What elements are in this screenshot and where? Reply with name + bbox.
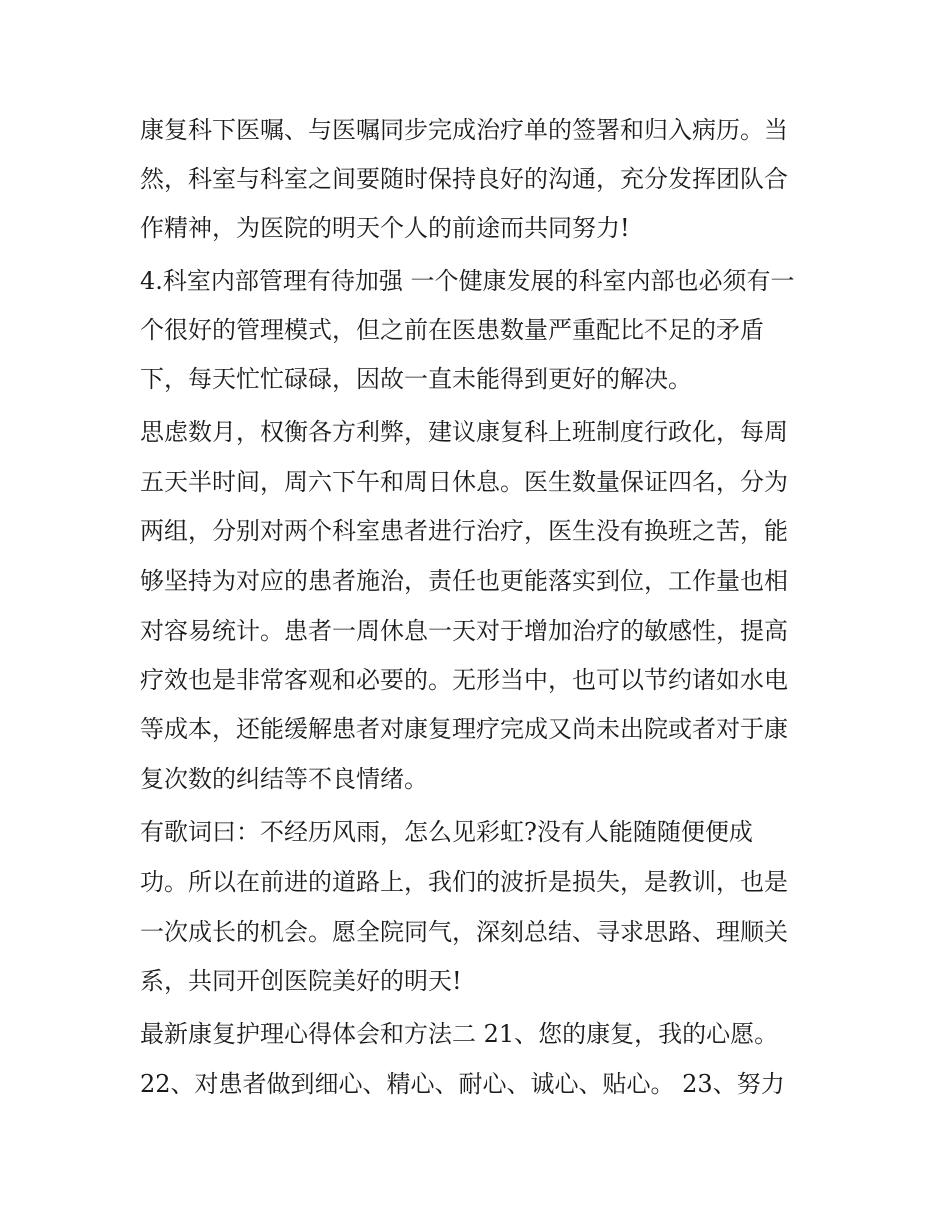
- text-line: 下，每天忙忙碌碌，因故一直未能得到更好的解决。: [140, 365, 692, 393]
- text-line: 功。所以在前进的道路上，我们的波折是损失，是教训，也是: [140, 868, 788, 896]
- text-line: 等成本，还能缓解患者对康复理疗完成又尚未出院或者对于康: [140, 715, 788, 743]
- text-line: 系，共同开创医院美好的明天!: [140, 967, 462, 995]
- text-line: 个很好的管理模式，但之前在医患数量严重配比不足的矛盾: [140, 316, 764, 344]
- text-line: 复次数的纠结等不良情绪。: [140, 765, 428, 793]
- text-line: 够坚持为对应的患者施治，责任也更能落实到位，工作量也相: [140, 567, 788, 595]
- text-line: 对容易统计。患者一周休息一天对于增加治疗的敏感性，提高: [140, 617, 788, 645]
- text-line: 然，科室与科室之间要随时保持良好的沟通，充分发挥团队合: [140, 165, 788, 193]
- text-line: 有歌词曰：不经历风雨，怎么见彩虹?没有人能随随便便成: [140, 818, 753, 846]
- text-line: 疗效也是非常客观和必要的。无形当中，也可以节约诸如水电: [140, 666, 788, 694]
- text-line: 最新康复护理心得体会和方法二 21、您的康复，我的心愿。: [140, 1020, 779, 1048]
- text-line: 康复科下医嘱、与医嘱同步完成治疗单的签署和归入病历。当: [140, 116, 788, 144]
- text-line: 作精神，为医院的明天个人的前途而共同努力!: [140, 214, 630, 242]
- text-line: 两组，分别对两个科室患者进行治疗，医生没有换班之苦，能: [140, 517, 788, 545]
- text-line: 一次成长的机会。愿全院同气，深刻总结、寻求思路、理顺关: [140, 918, 788, 946]
- text-line: 4.科室内部管理有待加强 一个健康发展的科室内部也必须有一: [140, 267, 795, 295]
- text-line: 思虑数月，权衡各方利弊，建议康复科上班制度行政化，每周: [140, 418, 788, 446]
- text-line: 22、对患者做到细心、精心、耐心、诚心、贴心。 23、努力: [140, 1070, 785, 1098]
- text-line: 五天半时间，周六下午和周日休息。医生数量保证四名，分为: [140, 468, 788, 496]
